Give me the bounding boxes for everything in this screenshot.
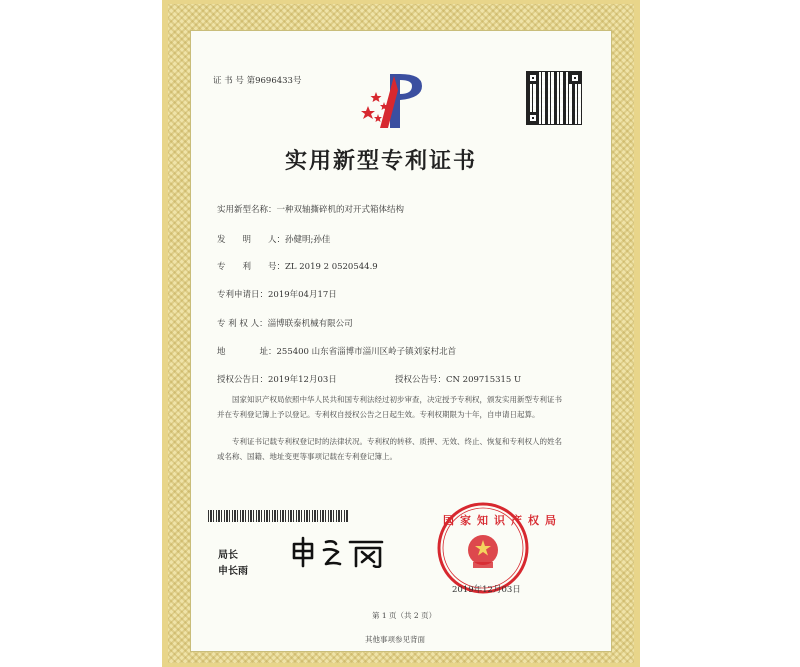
field-label: 专 利 号： xyxy=(217,262,286,272)
field-value: 一种双轴撕碎机的对开式箱体结构 xyxy=(276,205,405,215)
field-grant-number xyxy=(395,373,521,385)
footer-note: 其他事项参见背面 xyxy=(365,635,425,644)
director-name: 申长雨 xyxy=(218,566,248,577)
field-address xyxy=(217,345,456,357)
director-signature xyxy=(290,536,390,568)
field-inventor xyxy=(217,233,330,245)
grant-statement: 国家知识产权局依照中华人民共和国专利法经过初步审查，决定授予专利权，颁发实用新型专利证书并在专利登记簿上予以登记。专利权自授权公告之日起生效。专利权期限为十年，自申请日起算。 xyxy=(217,395,562,419)
field-value: CN 209715315 U xyxy=(446,375,522,385)
field-patent-number xyxy=(217,260,378,272)
field-value: 2019年04月17日 xyxy=(268,290,337,300)
field-label: 授权公告日： xyxy=(217,375,269,385)
director-title: 局长 xyxy=(218,550,238,561)
patent-office-logo xyxy=(360,70,430,132)
field-label: 地 址： xyxy=(217,347,277,357)
field-label: 专利申请日： xyxy=(217,290,269,300)
field-patentee xyxy=(217,317,353,329)
legal-status-statement: 专利证书记载专利权登记时的法律状况。专利权的转移、质押、无效、终止、恢复和专利权人的姓名或名称、国籍、地址变更等事项记载在专利登记簿上。 xyxy=(217,437,562,461)
field-label: 发 明 人： xyxy=(217,235,286,245)
seal-text: 国家知识产权局 xyxy=(443,514,562,527)
field-label: 实用新型名称： xyxy=(217,205,277,215)
field-utility-model-name xyxy=(217,203,404,215)
certificate-title: 实用新型专利证书 xyxy=(285,149,478,174)
qr-code xyxy=(527,72,581,124)
field-value: ZL 2019 2 0520544.9 xyxy=(285,262,378,272)
field-application-date xyxy=(217,288,337,300)
field-value: 2019年12月03日 xyxy=(268,375,337,385)
field-value: 255400 山东省淄博市淄川区岭子镇刘家村北首 xyxy=(276,347,457,357)
certificate-number: 证 书 号 第9696433号 xyxy=(213,76,302,86)
field-label: 专 利 权 人： xyxy=(217,319,268,329)
field-label: 授权公告号： xyxy=(395,375,447,385)
seal-date: 2019年12月03日 xyxy=(452,585,521,595)
field-value: 淄博联泰机械有限公司 xyxy=(267,319,353,329)
field-grant-date xyxy=(217,373,337,385)
barcode xyxy=(208,510,348,522)
page-info: 第 1 页（共 2 页） xyxy=(372,611,437,620)
field-value: 孙健明;孙佳 xyxy=(285,235,331,245)
